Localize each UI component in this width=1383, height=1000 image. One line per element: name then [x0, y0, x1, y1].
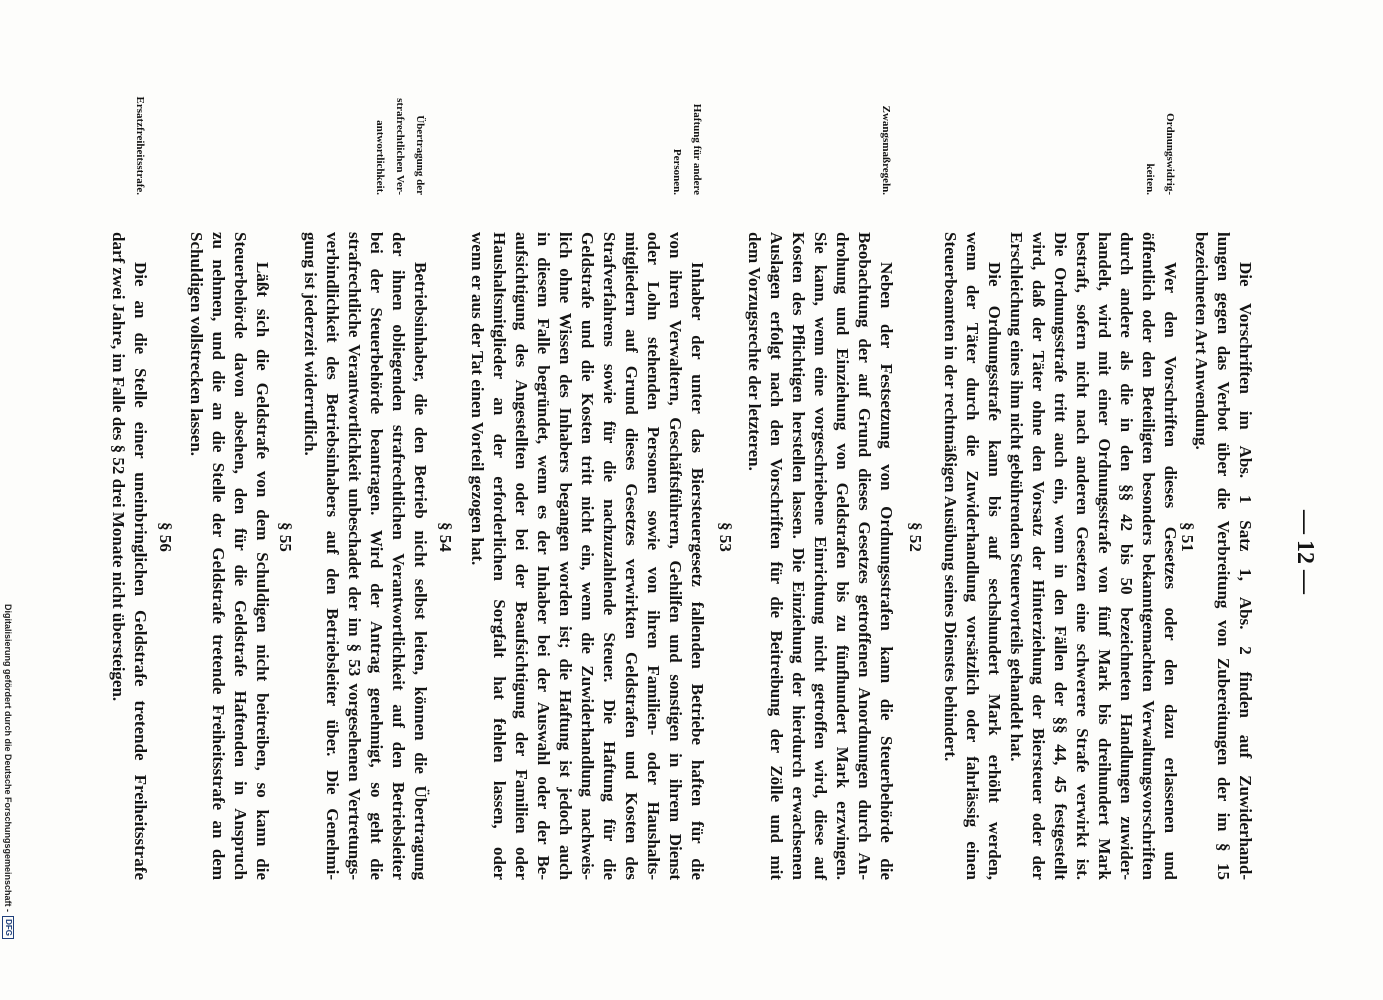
margin-note-line: Übertragung der	[414, 115, 426, 195]
text-line: Steuerbeamten in der rechtmäßigen Ausübung seines Dienstes behindert.	[941, 232, 960, 762]
text-line: darf zwei Jahre, im Falle des § 52 drei Monate nicht übersteigen.	[109, 232, 128, 702]
text-line: zu nehmen, und die an die Stelle der Geldstrafe tretende Freiheitsstrafe an dem	[209, 232, 228, 880]
margin-note	[876, 65, 896, 195]
text-line: von ihren Verwaltern, Geschäftsführern, Gehilfen und sonstigen in ihrem Dienst	[666, 232, 685, 880]
margin-note-line: Ersatzfreiheitsstrafe.	[134, 96, 146, 195]
text-line: Erschleichung eines ihm nicht gebührenden Steuervorteils gehandelt hat.	[1007, 232, 1026, 762]
text-line: wird, daß der Täter ohne den Vorsatz der Hinterziehung der Biersteuer oder der	[1029, 232, 1048, 880]
section-body	[185, 232, 273, 880]
text-line: oder Lohn stehenden Personen sowie von ihren Familien- oder Haushalts-	[644, 232, 663, 880]
section-body	[299, 232, 431, 880]
text-line: durch andere als die in den §§ 42 bis 50 bezeichneten Handlungen zuwider-	[1117, 232, 1136, 880]
text-line: Wer den Vorschriften dieses Gesetzes oder den dazu erlassenen und	[1161, 262, 1180, 880]
paragraph	[185, 232, 273, 880]
margin-note-line: strafrechtlichen Ver-	[394, 98, 406, 195]
text-line: Die Ordnungsstrafe kann bis auf sechshundert Mark erhöht werden,	[985, 262, 1004, 880]
text-line: öffentlich oder den Beteiligten besonders bekanntgemachten Verwaltungsvorschriften	[1139, 232, 1158, 880]
text-line: Geldstrafe und die Kosten tritt nicht ein, wenn die Zuwiderhandlung nachweis-	[578, 232, 597, 880]
text-line: bei der Steuerbehörde beantragen. Wird der Antrag genehmigt, so geht die	[367, 232, 386, 880]
text-line: Die Ordnungsstrafe tritt auch ein, wenn in den Fällen der §§ 44, 45 festgestellt	[1051, 232, 1070, 880]
text-line: bestraft, sofern nicht nach anderen Gesetzen eine schwerere Strafe verwirkt ist.	[1073, 232, 1092, 880]
text-line: dem Vorzugsrechte der letzteren.	[745, 232, 764, 471]
section-body	[466, 232, 708, 880]
margin-note-line: Personen.	[671, 148, 683, 195]
margin-note-line: Haftung für andere	[691, 103, 703, 195]
intro-paragraph	[1190, 232, 1256, 880]
footer-credit-text: Digitalisierung gefördert durch die Deutsche Forschungsgemeinschaft -	[3, 604, 13, 913]
paragraph	[107, 232, 151, 880]
paragraph	[1005, 232, 1181, 880]
section-heading: § 55	[276, 522, 295, 552]
text-line: verbindlichkeit des Betriebsinhabers auf den Betriebsleiter über. Die Genehmi-	[323, 232, 342, 880]
text-line: drohung und Einziehung von Geldstrafen bis zu fünfhundert Mark erzwingen.	[833, 232, 852, 880]
section-heading: § 56	[156, 522, 175, 552]
text-line: handelt, wird mit einer Ordnungsstrafe von fünf Mark bis dreihundert Mark	[1095, 232, 1114, 880]
text-line: Strafverfahrens sowie für die nachzuzahlende Steuer. Die Haftung für die	[600, 232, 619, 880]
text-line: lich ohne Wissen des Inhabers begangen worden ist; die Haftung ist jedoch auch	[556, 232, 575, 880]
text-line: Die Vorschriften im Abs. 1 Satz 1, Abs. 2 finden auf Zuwiderhand-	[1236, 262, 1255, 880]
paragraph	[299, 232, 431, 880]
text-line: Inhaber der unter das Biersteuergesetz fallenden Betriebe haften für die	[688, 262, 707, 880]
text-line: Die an die Stelle einer uneinbringlichen Geldstrafe tretende Freiheitsstrafe	[131, 262, 150, 880]
dfg-logo: DFG	[2, 916, 14, 939]
margin-note	[1140, 65, 1180, 195]
margin-note	[667, 65, 707, 195]
margin-note-line: Zwangsmaßregeln.	[880, 105, 892, 195]
text-line: mitgliedern auf Grund dieses Gesetzes verwirkten Geldstrafen und Kosten des	[622, 232, 641, 880]
text-line: Sie kann, wenn eine vorgeschriebene Einrichtung nicht getroffen wird, diese auf	[811, 232, 830, 880]
text-line: wenn er aus der Tat einen Vorteil gezogen hat.	[468, 232, 487, 566]
text-line: gung ist jederzeit widerruflich.	[301, 232, 320, 456]
section-heading: § 52	[906, 522, 925, 552]
text-line: Betriebsinhaber, die den Betrieb nicht selbst leiten, können die Übertragung	[411, 262, 430, 880]
text-line: in diesem Falle begründet, wenn es der Inhaber bei der Auswahl oder der Be-	[534, 232, 553, 880]
text-line: der ihnen obliegenden strafrechtlichen Verantwortlichkeit auf den Betriebsleiter	[389, 232, 408, 880]
text-line: wenn der Täter durch die Zuwiderhandlung vorsätzlich oder fahrlässig einen	[963, 232, 982, 880]
paragraph	[1190, 232, 1256, 880]
margin-note	[370, 65, 430, 195]
margin-note-line: antwortlichkeit.	[374, 120, 386, 195]
paragraph	[939, 232, 1005, 880]
text-line: Haushaltsmitglieder an der erforderlichen Sorgfalt hat fehlen lassen, oder	[490, 232, 509, 880]
footer-credit	[2, 604, 14, 996]
section-body	[107, 232, 151, 880]
text-line: Schuldigen vollstrecken lassen.	[187, 232, 206, 457]
text-line: lungen gegen das Verbot über die Verbreitung von Zubereitungen der im § 15	[1214, 232, 1233, 880]
section-body	[939, 232, 1181, 880]
text-line: bezeichneten Art Anwendung.	[1192, 232, 1211, 450]
margin-note-line: Ordnungswidrig-	[1164, 113, 1176, 195]
text-line: Läßt sich die Geldstrafe von dem Schuldigen nicht beitreiben, so kann die	[253, 262, 272, 880]
paragraph	[743, 232, 897, 880]
section-body	[743, 232, 897, 880]
text-line: aufsichtigung des Angestellten oder bei der Beaufsichtigung der Familien oder	[512, 232, 531, 880]
section-heading: § 54	[436, 522, 455, 552]
page-number: — 12 —	[1292, 510, 1318, 594]
text-line: strafrechtliche Verantwortlichkeit unbeschadet der im § 53 vorgesehenen Vertretungs-	[345, 232, 364, 880]
margin-note	[130, 65, 150, 195]
paragraph	[466, 232, 708, 880]
section-heading: § 51	[1178, 522, 1197, 552]
text-line: Kosten des Pflichtigen herstellen lassen. Die Einziehung der hierdurch erwachsenen	[789, 232, 808, 880]
text-line: Neben der Festsetzung von Ordnungsstrafen kann die Steuerbehörde die	[877, 262, 896, 880]
text-line: Steuerbehörde davon absehen, den für die Geldstrafe Haftenden in Anspruch	[231, 232, 250, 880]
text-line: Auslagen erfolgt nach den Vorschriften für die Beitreibung der Zölle und mit	[767, 232, 786, 880]
text-line: Beobachtung der auf Grund dieses Gesetzes getroffenen Anordnungen durch An-	[855, 232, 874, 880]
margin-note-line: keiten.	[1144, 163, 1156, 195]
section-heading: § 53	[716, 522, 735, 552]
